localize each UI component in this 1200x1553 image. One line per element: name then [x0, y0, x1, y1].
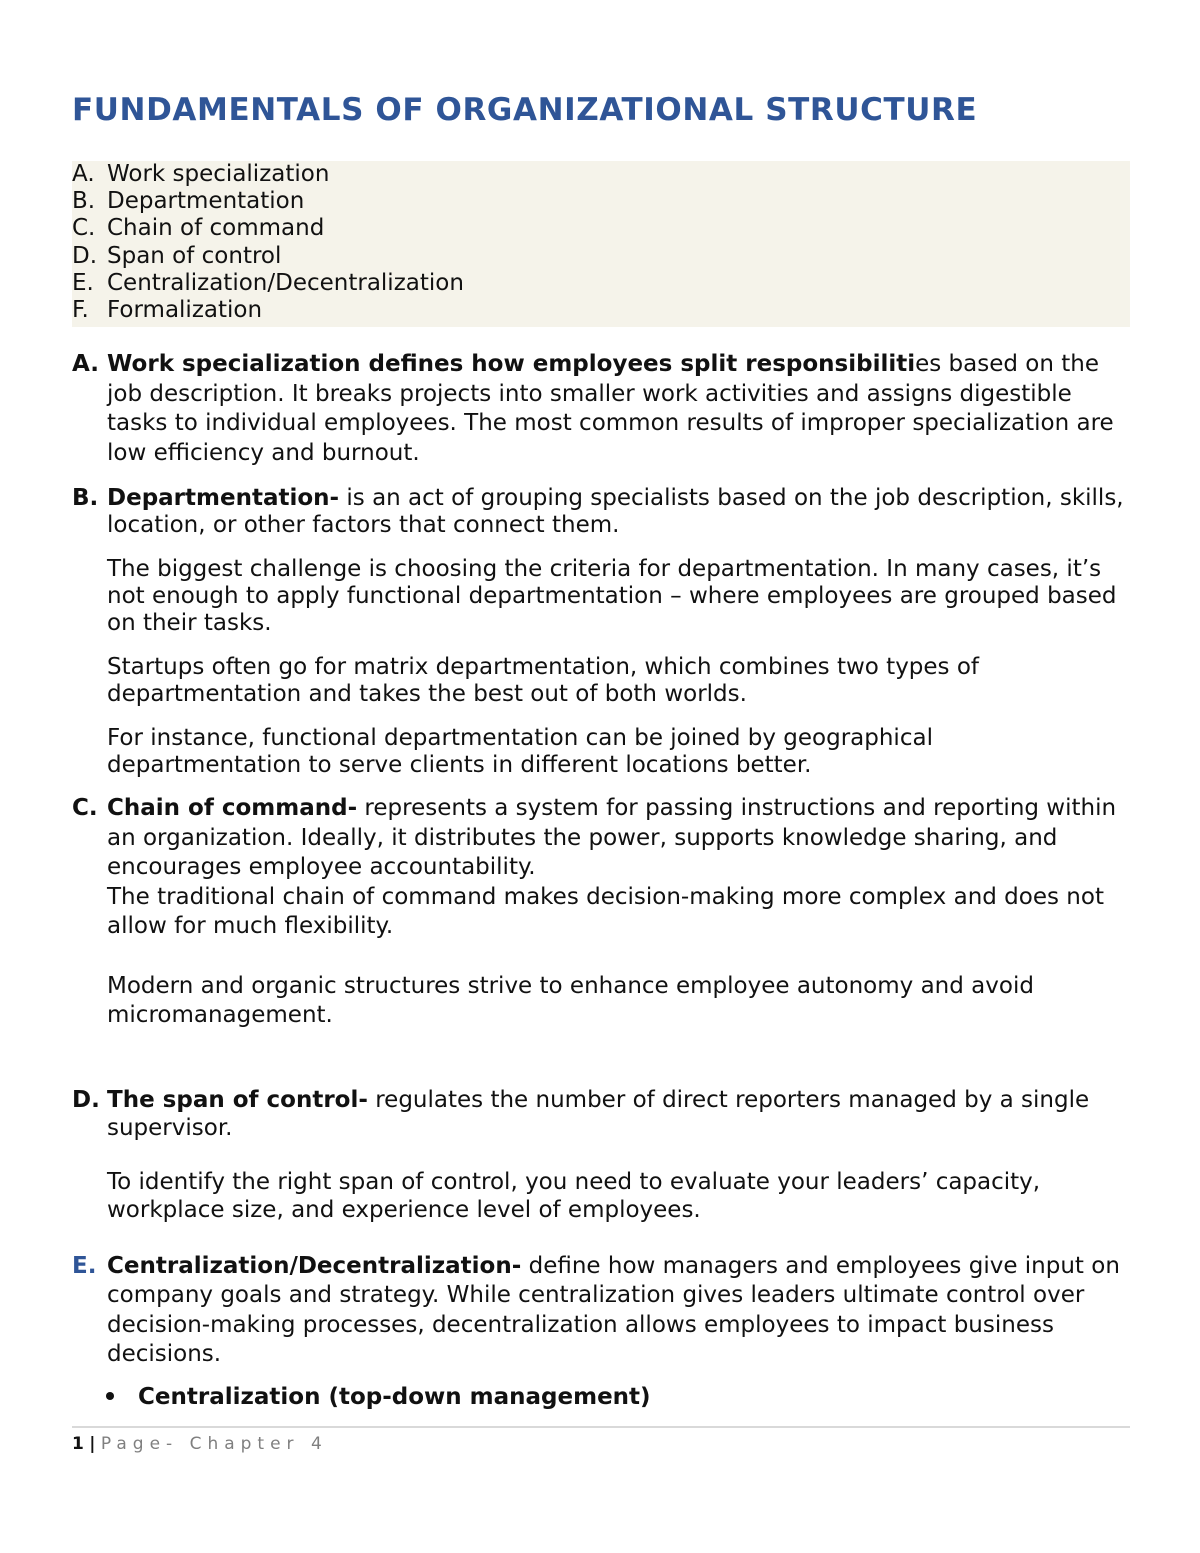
- section-letter: E.: [72, 1253, 97, 1279]
- outline-letter: E.: [72, 270, 94, 296]
- section-paragraph: [107, 1252, 1132, 1369]
- outline-text: Work specialization: [107, 161, 330, 187]
- outline-text: Centralization/Decentralization: [107, 270, 464, 296]
- section-letter: A.: [72, 351, 99, 377]
- page-label: Page- Chapter 4: [100, 1434, 328, 1454]
- outline-letter: D.: [72, 243, 98, 269]
- section-letter: D.: [72, 1087, 100, 1113]
- outline-item: [72, 270, 464, 297]
- bullet-text: Centralization (top-down management): [138, 1384, 651, 1410]
- outline-item: [72, 161, 329, 188]
- outline-text: Departmentation: [107, 188, 305, 214]
- section-work-specialization: [72, 350, 1132, 468]
- section-span-of-control: [72, 1086, 1132, 1224]
- section-definition: es based on the job description. It breaks projects into smaller work activities and assigns digestible tasks to individual employees. The most common results of improper specialization are low efficiency and burnout.: [107, 351, 1114, 466]
- footer-separator: |: [89, 1434, 96, 1454]
- section-paragraph: [107, 1086, 1132, 1142]
- section-letter: C.: [72, 795, 98, 821]
- outline-item: [72, 243, 281, 270]
- section-letter: B.: [72, 485, 99, 511]
- section-paragraph: [107, 350, 1132, 468]
- outline-letter: F.: [72, 297, 89, 323]
- page-number: 1: [72, 1434, 84, 1454]
- document-title: FUNDAMENTALS OF ORGANIZATIONAL STRUCTURE: [72, 92, 978, 128]
- outline-text: Formalization: [107, 297, 263, 323]
- outline-item: [72, 188, 304, 215]
- section-paragraph: Startups often go for matrix departmentation, which combines two types of departmentation and takes the best out of both worlds.: [107, 654, 980, 707]
- outline-box: [72, 161, 1130, 327]
- bullet-item: [106, 1384, 651, 1410]
- outline-letter: A.: [72, 161, 95, 187]
- outline-item: [72, 297, 262, 324]
- section-term: Work specialization defines how employees split responsibiliti: [107, 351, 916, 377]
- footer-divider: [72, 1426, 1130, 1428]
- section-chain-of-command: [72, 794, 1132, 1031]
- section-paragraph: For instance, functional departmentation can be joined by geographical departmentation to serve clients in different locations better.: [107, 725, 933, 778]
- page-footer: [72, 1434, 328, 1454]
- outline-item: [72, 215, 324, 242]
- section-paragraph: [107, 485, 1132, 539]
- section-paragraph: Modern and organic structures strive to enhance employee autonomy and avoid micromanagement.: [107, 972, 1034, 1028]
- section-centralization: [72, 1252, 1132, 1369]
- section-departmentation: [72, 485, 1132, 779]
- section-definition: is an act of grouping specialists based on the job description, skills, location, or other factors that connect them.: [107, 485, 1124, 538]
- section-definition: regulates the number of direct reporters managed by a single supervisor.: [107, 1087, 1090, 1141]
- section-definition: represents a system for passing instructions and reporting within an organization. Ideally, it distributes the power, supports knowledge sharing, and encourages employee accountability.: [107, 795, 1117, 880]
- outline-text: Chain of command: [107, 215, 325, 241]
- section-definition: define how managers and employees give input on company goals and strategy. While centralization gives leaders ultimate control over decision-making processes, decentralization allows employees to impact business decisions.: [107, 1253, 1120, 1367]
- bullet-icon: [106, 1392, 114, 1400]
- section-term: Chain of command-: [107, 795, 358, 821]
- section-paragraph: [107, 794, 1132, 883]
- outline-letter: C.: [72, 215, 96, 241]
- section-term: The span of control-: [107, 1087, 368, 1113]
- section-term: Centralization/Decentralization-: [107, 1253, 522, 1279]
- section-paragraph: The biggest challenge is choosing the criteria for departmentation. In many cases, it’s not enough to apply functional departmentation – where employees are grouped based on their tasks.: [107, 556, 1117, 636]
- outline-letter: B.: [72, 188, 96, 214]
- section-paragraph: To identify the right span of control, you need to evaluate your leaders’ capacity, workplace size, and experience level of employees.: [107, 1169, 1041, 1223]
- outline-text: Span of control: [107, 243, 282, 269]
- section-term: Departmentation-: [107, 485, 340, 511]
- section-paragraph: The traditional chain of command makes decision-making more complex and does not allow for much flexibility.: [107, 883, 1104, 939]
